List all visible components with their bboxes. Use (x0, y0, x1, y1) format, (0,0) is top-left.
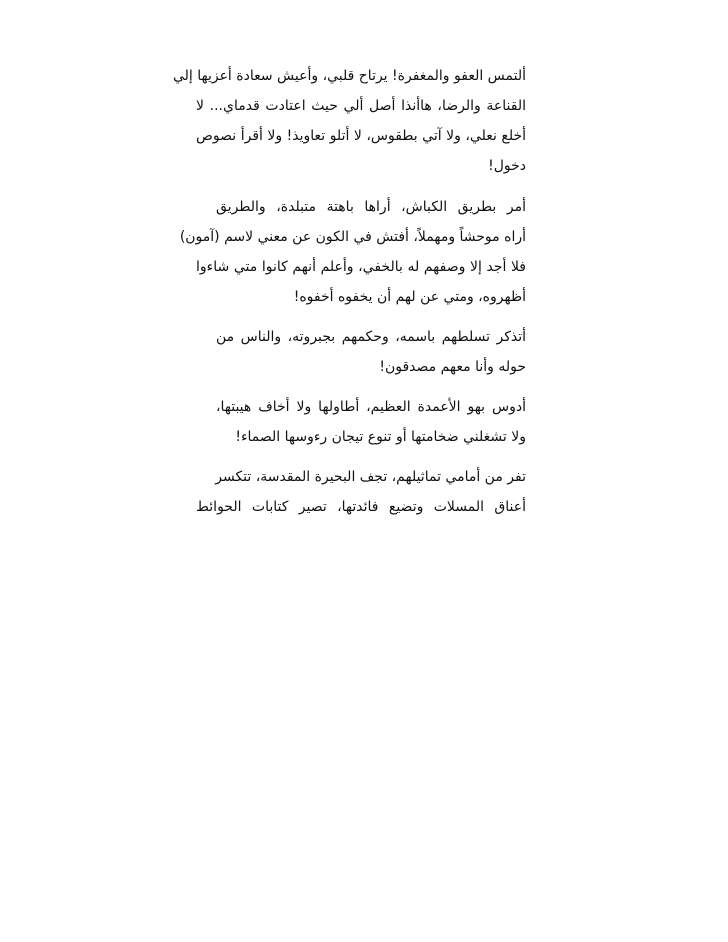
paragraph-2-line-3: فلا أجد إلا وصفهم له بالخفي، وأعلم أنهم كانوا متي شاءوا (196, 259, 526, 275)
paragraph-2-line-2: أراه موحشاً ومهملاً، أفتش في الكون عن معني لاسم (آمون) (179, 229, 526, 245)
paragraph-1-line-2: القناعة والرضا، هاأنذا أصل ألي حيث اعتادت قدماي... لا (196, 98, 526, 114)
paragraph-3-line-1: أتذكر تسلطهم باسمه، وحكمهم بجبروته، والناس من (216, 329, 526, 345)
paragraph-5-line-2: أعناق المسلات وتضيع فائدتها، تصير كتابات الحوائط (196, 499, 526, 515)
paragraph-1-line-3: أخلع نعلي، ولا آتي بطقوس، لا أتلو تعاويذ! ولا أقرأ نصوص (196, 128, 526, 144)
paragraph-2-line-1: أمر بطريق الكباش، أراها باهتة متبلدة، والطريق (216, 199, 526, 215)
paragraph-1-line-4: دخول! (488, 158, 526, 174)
paragraph-5-line-1: تفر من أمامي تماثيلهم، تجف البحيرة المقدسة، تتكسر (215, 469, 526, 485)
paragraph-3-line-2: حوله وأنا معهم مصدقون! (379, 359, 526, 375)
paragraph-1-line-1: ألتمس العفو والمغفرة! يرتاح قلبي، وأعيش سعادة أعزيها إلي (172, 68, 526, 84)
paragraph-2-line-4: أظهروه، ومتي عن لهم أن يخفوه أخفوه! (293, 289, 526, 305)
paragraph-4-line-2: ولا تشغلني ضخامتها أو تنوع تيجان رءوسها الصماء! (235, 429, 526, 445)
paragraph-4-line-1: أدوس بهو الأعمدة العظيم، أطاولها ولا أخاف هيبتها، (216, 399, 526, 415)
